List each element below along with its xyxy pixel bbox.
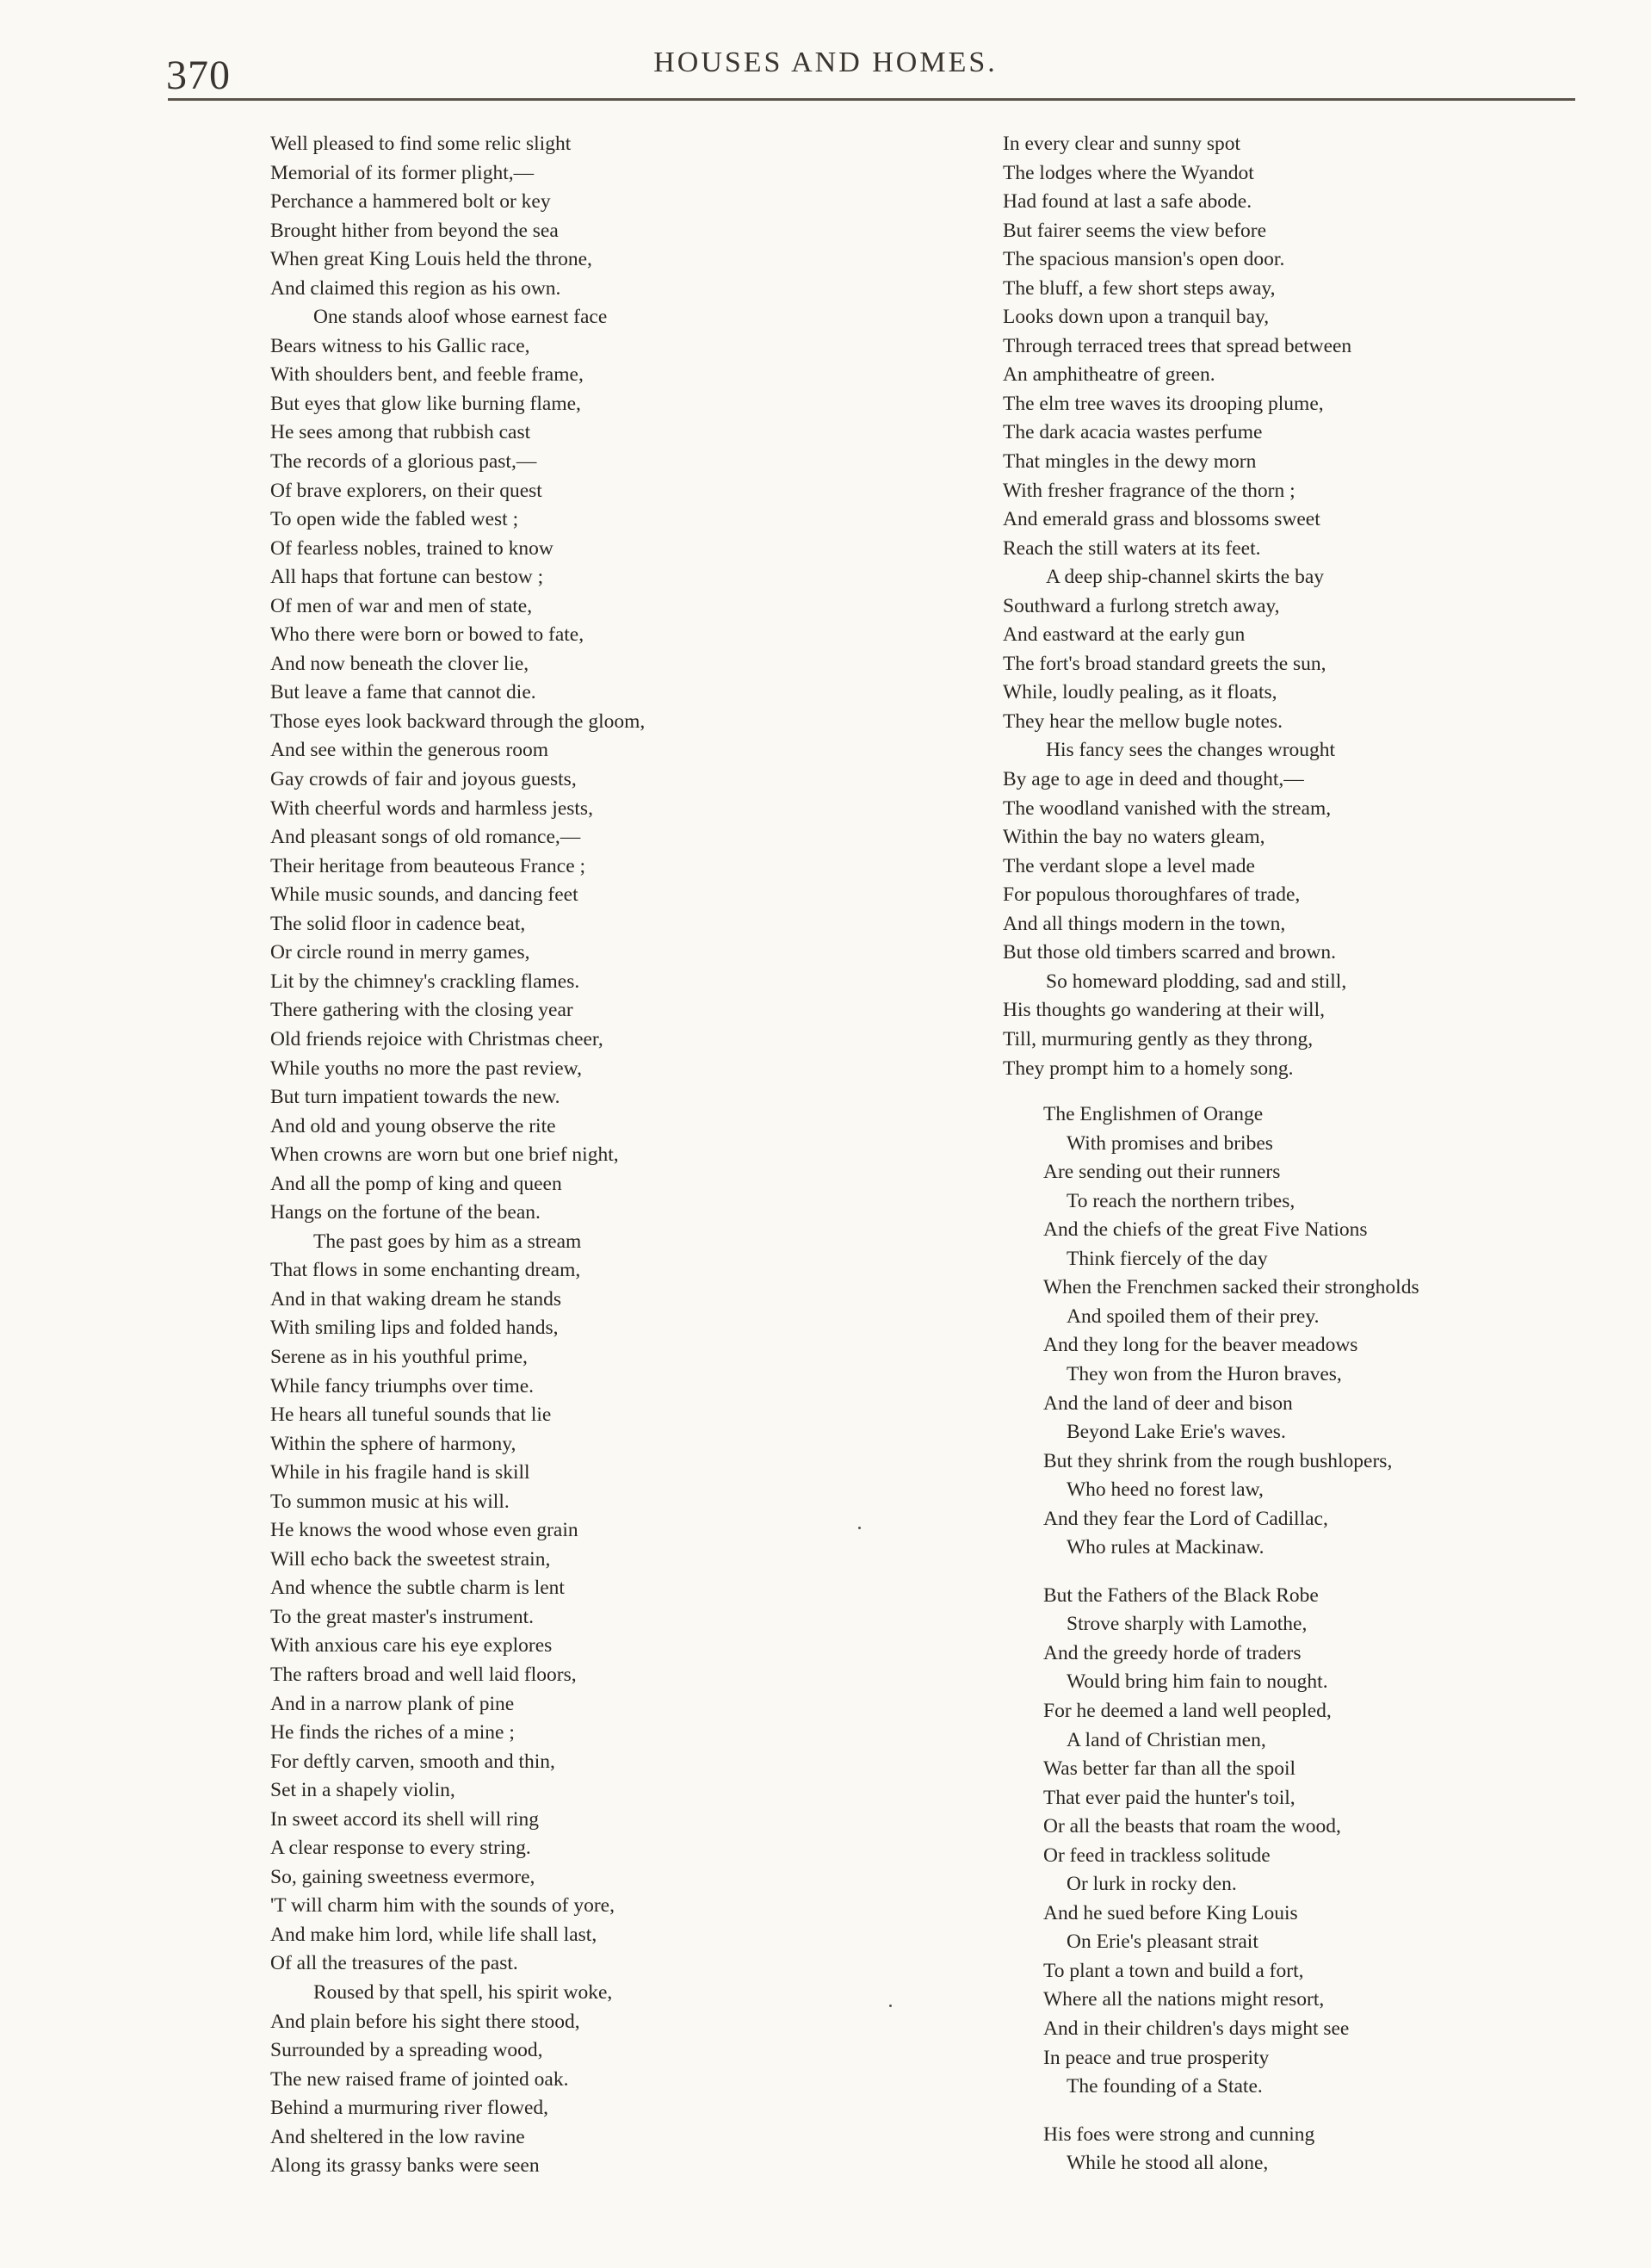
poem-line: He finds the riches of a mine ; bbox=[270, 1721, 515, 1744]
poem-line: For deftly carven, smooth and thin, bbox=[270, 1750, 555, 1773]
poem-line: But turn impatient towards the new. bbox=[270, 1086, 560, 1109]
poem-line: Of all the treasures of the past. bbox=[270, 1952, 518, 1975]
poem-line: And sheltered in the low ravine bbox=[270, 2125, 525, 2148]
poem-line: Reach the still waters at its feet. bbox=[1003, 536, 1261, 560]
poem-line: For populous thoroughfares of trade, bbox=[1003, 883, 1301, 907]
poem-line: That ever paid the hunter's toil, bbox=[1043, 1786, 1295, 1809]
poem-line: So, gaining sweetness evermore, bbox=[270, 1865, 535, 1888]
poem-line: His thoughts go wandering at their will, bbox=[1003, 999, 1325, 1022]
poem-line: To open wide the fabled west ; bbox=[270, 508, 519, 531]
poem-line: And plain before his sight there stood, bbox=[270, 2010, 580, 2033]
poem-line: The lodges where the Wyandot bbox=[1003, 161, 1254, 184]
poem-line: On Erie's pleasant strait bbox=[1067, 1930, 1258, 1954]
poem-line: And all things modern in the town, bbox=[1003, 912, 1286, 935]
song-stanza bbox=[1043, 2121, 1537, 2178]
poem-line: Gay crowds of fair and joyous guests, bbox=[270, 768, 577, 791]
song bbox=[1043, 1083, 1537, 2178]
poem-line: A clear response to every string. bbox=[270, 1837, 531, 1860]
song-stanza bbox=[1043, 1100, 1537, 1563]
poem-line: To reach the northern tribes, bbox=[1067, 1189, 1295, 1212]
poem-line: The new raised frame of jointed oak. bbox=[270, 2067, 569, 2091]
poem-line: When great King Louis held the throne, bbox=[270, 248, 592, 271]
poem-line: And whence the subtle charm is lent bbox=[270, 1577, 565, 1600]
poem-line: Along its grassy banks were seen bbox=[270, 2154, 540, 2178]
poem-line: Through terraced trees that spread between bbox=[1003, 334, 1352, 357]
print-speck bbox=[858, 1527, 861, 1529]
right-column bbox=[1003, 130, 1537, 2178]
poem-line: While fancy triumphs over time. bbox=[270, 1374, 535, 1397]
poem-line: That flows in some enchanting dream, bbox=[270, 1259, 581, 1282]
poem-line: With cheerful words and harmless jests, bbox=[270, 796, 593, 820]
poem-line: Southward a furlong stretch away, bbox=[1003, 594, 1280, 617]
poem-line: And they long for the beaver meadows bbox=[1043, 1334, 1358, 1357]
poem-line: But fairer seems the view before bbox=[1003, 219, 1267, 242]
poem-line: And eastward at the early gun bbox=[1003, 623, 1246, 647]
poem-line: And the chiefs of the great Five Nations bbox=[1043, 1218, 1368, 1242]
poem-line: And the greedy horde of traders bbox=[1043, 1641, 1302, 1664]
poem-line: With anxious care his eye explores bbox=[270, 1634, 553, 1658]
poem-line: And spoiled them of their prey. bbox=[1067, 1304, 1320, 1328]
poem-line: And all the pomp of king and queen bbox=[270, 1172, 562, 1195]
poem-line: When the Frenchmen sacked their strongholds bbox=[1043, 1276, 1419, 1299]
poem-line: Looks down upon a tranquil bay, bbox=[1003, 306, 1270, 329]
header-rule bbox=[168, 98, 1575, 101]
poem-line: Was better far than all the spoil bbox=[1043, 1757, 1296, 1781]
poem-line: Bears witness to his Gallic race, bbox=[270, 334, 530, 357]
poem-line: They won from the Huron braves, bbox=[1067, 1362, 1342, 1385]
poem-line: That mingles in the dewy morn bbox=[1003, 450, 1257, 474]
poem-line: Within the sphere of harmony, bbox=[270, 1432, 516, 1455]
poem-line: But the Fathers of the Black Robe bbox=[1043, 1583, 1319, 1607]
poem-line: The bluff, a few short steps away, bbox=[1003, 276, 1276, 300]
poem-line: But those old timbers scarred and brown. bbox=[1003, 941, 1337, 964]
poem-line: His fancy sees the changes wrought bbox=[1046, 739, 1336, 762]
poem-line: He sees among that rubbish cast bbox=[270, 421, 531, 444]
poem-line: But they shrink from the rough bushlopers, bbox=[1043, 1449, 1393, 1472]
poem-line: To the great master's instrument. bbox=[270, 1605, 535, 1628]
poem-line: The spacious mansion's open door. bbox=[1003, 248, 1285, 271]
page-number: 370 bbox=[166, 53, 231, 98]
poem-line: The solid floor in cadence beat, bbox=[270, 912, 526, 935]
poem-line: Or all the beasts that roam the wood, bbox=[1043, 1815, 1341, 1838]
poem-line: The Englishmen of Orange bbox=[1043, 1103, 1264, 1126]
poem-line: The elm tree waves its drooping plume, bbox=[1003, 392, 1324, 415]
poem-line: Of brave explorers, on their quest bbox=[270, 479, 542, 502]
poem-line: With shoulders bent, and feeble frame, bbox=[270, 363, 584, 387]
poem-line: Those eyes look backward through the gloom, bbox=[270, 710, 646, 733]
poem-line: Brought hither from beyond the sea bbox=[270, 219, 559, 242]
poem-line: Where all the nations might resort, bbox=[1043, 1988, 1325, 2011]
running-head: HOUSES AND HOMES. bbox=[653, 46, 998, 78]
poem-line: While youths no more the past review, bbox=[270, 1057, 582, 1080]
poem-line: And see within the generous room bbox=[270, 739, 549, 762]
poem-line: And make him lord, while life shall last, bbox=[270, 1923, 597, 1946]
print-speck bbox=[889, 2005, 892, 2007]
poem-line: He knows the wood whose even grain bbox=[270, 1519, 578, 1542]
poem-line: The woodland vanished with the stream, bbox=[1003, 796, 1332, 820]
song-stanza bbox=[1043, 1582, 1537, 2102]
poem-line: And in that waking dream he stands bbox=[270, 1287, 562, 1311]
poem-line: An amphitheatre of green. bbox=[1003, 363, 1215, 387]
poem-line: A deep ship-channel skirts the bay bbox=[1046, 566, 1325, 589]
poem-line: Or feed in trackless solitude bbox=[1043, 1844, 1271, 1867]
poem-line: By age to age in deed and thought,— bbox=[1003, 768, 1304, 791]
poem-line: There gathering with the closing year bbox=[270, 999, 573, 1022]
poem-line: And in their children's days might see bbox=[1043, 2017, 1350, 2040]
poem-line: To summon music at his will. bbox=[270, 1490, 510, 1513]
poem-line: When crowns are worn but one brief night, bbox=[270, 1143, 619, 1167]
poem-line: In peace and true prosperity bbox=[1043, 2046, 1270, 2069]
poem-line: And old and young observe the rite bbox=[270, 1114, 556, 1137]
poem-line: Of fearless nobles, trained to know bbox=[270, 536, 553, 560]
poem-line: Well pleased to find some relic slight bbox=[270, 133, 572, 155]
poem-line: And emerald grass and blossoms sweet bbox=[1003, 508, 1320, 531]
poem-line: Are sending out their runners bbox=[1043, 1161, 1281, 1184]
poem-line: They hear the mellow bugle notes. bbox=[1003, 710, 1283, 733]
poem-line: For he deemed a land well peopled, bbox=[1043, 1699, 1332, 1722]
poem-line: While, loudly pealing, as it floats, bbox=[1003, 681, 1277, 704]
poem-line: Till, murmuring gently as they throng, bbox=[1003, 1027, 1314, 1050]
poem-line: Hangs on the fortune of the bean. bbox=[270, 1201, 541, 1224]
poem-line: So homeward plodding, sad and still, bbox=[1046, 970, 1347, 993]
poem-line: In every clear and sunny spot bbox=[1003, 133, 1241, 155]
poem-line: He hears all tuneful sounds that lie bbox=[270, 1404, 552, 1427]
poem-line: And they fear the Lord of Cadillac, bbox=[1043, 1507, 1328, 1530]
poem-line: Will echo back the sweetest strain, bbox=[270, 1547, 551, 1571]
poem-line: Or circle round in merry games, bbox=[270, 941, 530, 964]
poem-line: But leave a fame that cannot die. bbox=[270, 681, 536, 704]
poem-line: 'T will charm him with the sounds of yore, bbox=[270, 1894, 615, 1918]
poem-line: Think fiercely of the day bbox=[1067, 1247, 1268, 1270]
poem-line: Who there were born or bowed to fate, bbox=[270, 623, 584, 647]
poem-line: A land of Christian men, bbox=[1067, 1728, 1266, 1751]
poem-line: Beyond Lake Erie's waves. bbox=[1067, 1421, 1286, 1444]
poem-line: Old friends rejoice with Christmas cheer, bbox=[270, 1027, 603, 1050]
poem-line: In sweet accord its shell will ring bbox=[270, 1807, 539, 1831]
poem-line: Surrounded by a spreading wood, bbox=[270, 2039, 543, 2062]
poem-line: His foes were strong and cunning bbox=[1043, 2122, 1315, 2146]
poem-line: Perchance a hammered bolt or key bbox=[270, 190, 551, 214]
poem-line: With promises and bribes bbox=[1067, 1131, 1273, 1155]
poem-line: One stands aloof whose earnest face bbox=[313, 306, 608, 329]
poem-line: With fresher fragrance of the thorn ; bbox=[1003, 479, 1295, 502]
poem-line: While in his fragile hand is skill bbox=[270, 1461, 530, 1484]
poem-line: While he stood all alone, bbox=[1067, 2152, 1269, 2175]
poem-line: Behind a murmuring river flowed, bbox=[270, 2097, 549, 2120]
poem-line: Within the bay no waters gleam, bbox=[1003, 826, 1265, 849]
poem-line: Memorial of its former plight,— bbox=[270, 161, 535, 184]
poem-line: The rafters broad and well laid floors, bbox=[270, 1663, 577, 1686]
left-column bbox=[270, 130, 752, 2181]
poem-line: The founding of a State. bbox=[1067, 2075, 1263, 2098]
poem-line: Had found at last a safe abode. bbox=[1003, 190, 1252, 214]
poem-line: And claimed this region as his own. bbox=[270, 276, 561, 300]
poem-line: Strove sharply with Lamothe, bbox=[1067, 1613, 1308, 1636]
poem-line: Would bring him fain to nought. bbox=[1067, 1670, 1328, 1694]
poem-line: With smiling lips and folded hands, bbox=[270, 1317, 559, 1340]
poem-line: Who heed no forest law, bbox=[1067, 1478, 1264, 1502]
poem-line: And he sued before King Louis bbox=[1043, 1901, 1298, 1924]
poem-line: The fort's broad standard greets the sun, bbox=[1003, 652, 1326, 675]
poem-line: While music sounds, and dancing feet bbox=[270, 883, 578, 907]
poem-line: Roused by that spell, his spirit woke, bbox=[313, 1981, 613, 2004]
poem-line: To plant a town and build a fort, bbox=[1043, 1959, 1304, 1982]
poem-line: And now beneath the clover lie, bbox=[270, 652, 529, 675]
poem-line: They prompt him to a homely song. bbox=[1003, 1057, 1294, 1080]
poem-line: Serene as in his youthful prime, bbox=[270, 1345, 528, 1368]
poem-line: Who rules at Mackinaw. bbox=[1067, 1536, 1265, 1559]
poem-line: The records of a glorious past,— bbox=[270, 450, 537, 474]
poem-line: Lit by the chimney's crackling flames. bbox=[270, 970, 580, 993]
poem-line: Of men of war and men of state, bbox=[270, 594, 533, 617]
poem-line: The verdant slope a level made bbox=[1003, 854, 1255, 877]
poem-line: And pleasant songs of old romance,— bbox=[270, 826, 581, 849]
poem-line: The dark acacia wastes perfume bbox=[1003, 421, 1263, 444]
poem-line: And in a narrow plank of pine bbox=[270, 1692, 515, 1715]
poem-line: Or lurk in rocky den. bbox=[1067, 1873, 1237, 1896]
poem-line: The past goes by him as a stream bbox=[313, 1230, 582, 1253]
poem-line: Their heritage from beauteous France ; bbox=[270, 854, 586, 877]
poem-line: Set in a shapely violin, bbox=[270, 1779, 455, 1802]
poem-line: But eyes that glow like burning flame, bbox=[270, 392, 581, 415]
poem-line: All haps that fortune can bestow ; bbox=[270, 566, 544, 589]
poem-line: And the land of deer and bison bbox=[1043, 1391, 1293, 1415]
